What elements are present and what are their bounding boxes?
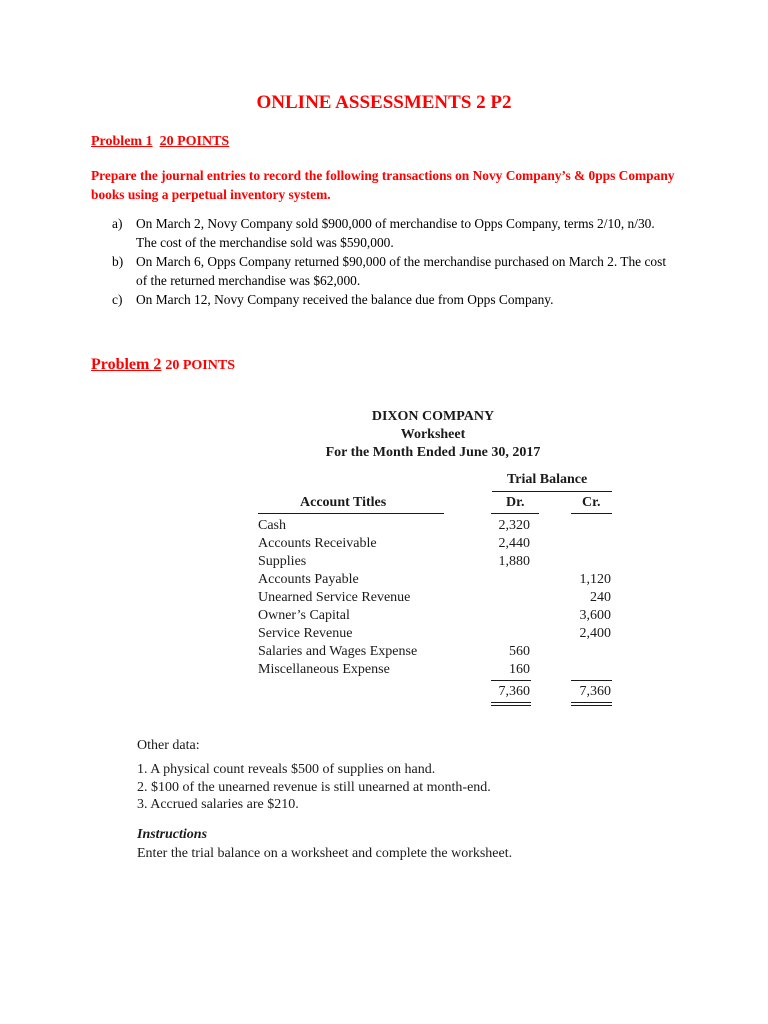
account-title: Service Revenue xyxy=(258,626,353,641)
account-title: Cash xyxy=(258,518,286,533)
item-marker: a) xyxy=(112,216,123,231)
item-marker: c) xyxy=(112,292,123,307)
problem-1-points: 20 POINTS xyxy=(159,134,230,149)
account-title: Owner’s Capital xyxy=(258,608,350,623)
item-text: On March 12, Novy Company received the balance due from Opps Company. xyxy=(136,292,554,307)
account-header-rule xyxy=(258,513,444,514)
other-data-item: 3. Accrued salaries are $210. xyxy=(137,797,299,812)
other-data-heading: Other data: xyxy=(137,738,200,753)
col-account-titles: Account Titles xyxy=(300,495,387,510)
other-data-item: 1. A physical count reveals $500 of supplies on hand. xyxy=(137,762,436,777)
trial-balance-rule xyxy=(492,491,612,492)
cr-double-rule-1 xyxy=(571,702,612,703)
problem-1-instruction: Prepare the journal entries to record the following transactions on Novy Company’s & 0pps Company books using a perpetual inventory system. xyxy=(91,168,675,202)
dr-amount: 2,440 xyxy=(498,536,530,551)
problem-2-label: Problem 2 xyxy=(91,356,162,373)
dr-amount: 2,320 xyxy=(498,518,530,533)
instructions-text: Enter the trial balance on a worksheet and complete the worksheet. xyxy=(137,846,513,861)
cr-amount: 3,600 xyxy=(579,608,611,623)
account-title: Unearned Service Revenue xyxy=(258,590,411,605)
account-title: Accounts Payable xyxy=(258,572,359,587)
account-title: Supplies xyxy=(258,554,307,569)
item-marker: b) xyxy=(112,254,124,269)
trial-balance-heading: Trial Balance xyxy=(507,472,588,487)
dr-amount: 160 xyxy=(509,662,530,677)
dr-double-rule-1 xyxy=(491,702,531,703)
cr-amount: 2,400 xyxy=(579,626,611,641)
other-data-item: 2. $100 of the unearned revenue is still unearned at month-end. xyxy=(137,780,491,795)
account-title: Salaries and Wages Expense xyxy=(258,644,418,659)
worksheet-company: DIXON COMPANY xyxy=(371,409,495,424)
total-cr: 7,360 xyxy=(579,684,611,699)
problem-2-points: 20 POINTS xyxy=(165,358,235,373)
col-cr: Cr. xyxy=(582,495,601,510)
page-title: ONLINE ASSESSMENTS 2 P2 xyxy=(256,92,512,113)
account-title: Accounts Receivable xyxy=(258,536,377,551)
dr-header-rule xyxy=(491,513,539,514)
dr-double-rule-2 xyxy=(491,705,531,706)
worksheet-period: For the Month Ended June 30, 2017 xyxy=(325,445,541,460)
cr-amount: 240 xyxy=(590,590,611,605)
dr-total-rule xyxy=(491,680,531,681)
dr-amount: 560 xyxy=(509,644,530,659)
worksheet-name: Worksheet xyxy=(400,427,466,442)
item-text: On March 2, Novy Company sold $900,000 of merchandise to Opps Company, terms 2/10, n/30. The cost of the merchandise sold was $590,000. xyxy=(136,216,655,250)
instructions-heading: Instructions xyxy=(137,827,208,842)
cr-amount: 1,120 xyxy=(579,572,611,587)
item-text: On March 6, Opps Company returned $90,000 of the merchandise purchased on March 2. The cost of the returned merchandise was $62,000. xyxy=(136,254,667,288)
cr-double-rule-2 xyxy=(571,705,612,706)
cr-total-rule xyxy=(571,680,612,681)
total-dr: 7,360 xyxy=(498,684,530,699)
cr-header-rule xyxy=(571,513,612,514)
dr-amount: 1,880 xyxy=(498,554,530,569)
account-title: Miscellaneous Expense xyxy=(258,662,390,677)
problem-1-label: Problem 1 xyxy=(91,134,153,149)
col-dr: Dr. xyxy=(506,495,525,510)
